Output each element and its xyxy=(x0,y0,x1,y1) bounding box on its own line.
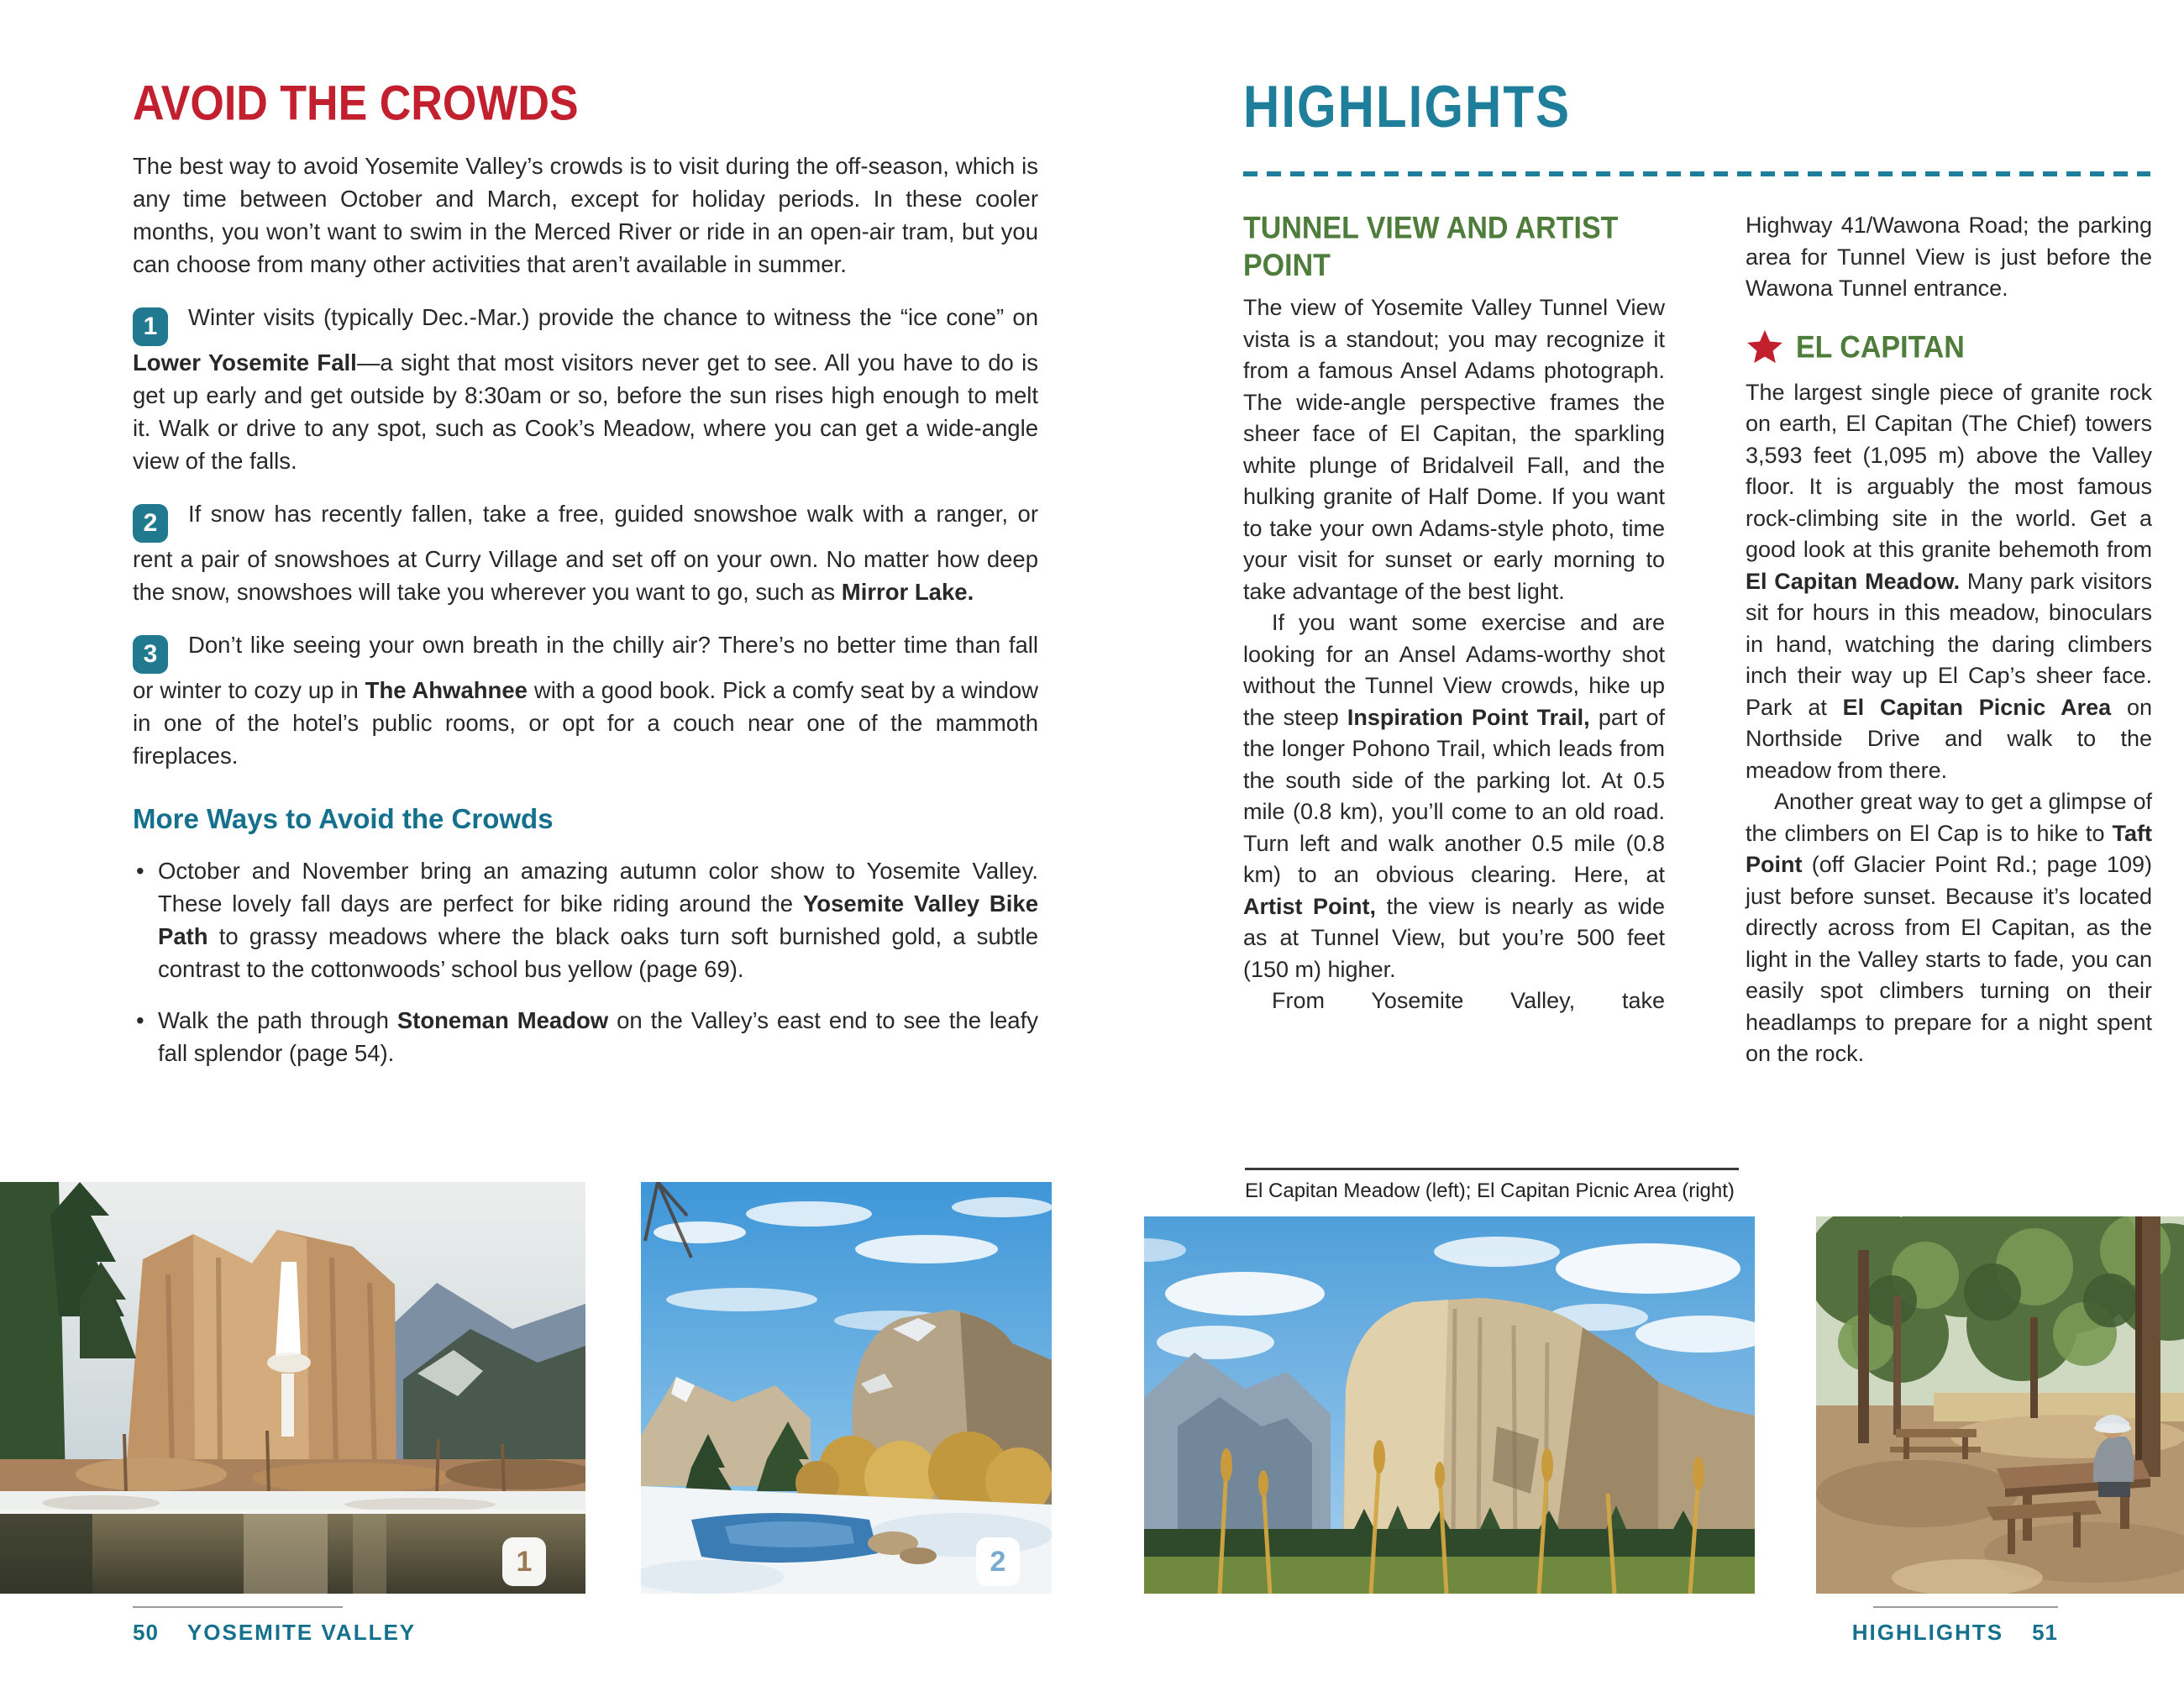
numbered-item xyxy=(133,628,1038,772)
tunnel-view-paragraph-3: From Yosemite Valley, take xyxy=(1272,988,1665,1013)
right-footer-label: HIGHLIGHTS xyxy=(1851,1620,2004,1645)
right-page-number: 51 xyxy=(2032,1620,2058,1645)
photo-el-capitan-meadow xyxy=(1144,1216,1755,1594)
star-icon xyxy=(1746,328,1784,365)
caption-rule xyxy=(1245,1168,1739,1170)
number-badge-2: 2 xyxy=(133,504,168,543)
bullet-item: • Walk the path through Stoneman Meadow on the Valley’s east end to see the leafy fall splendor (page 54). xyxy=(133,1004,1038,1069)
right-page-title: HIGHLIGHTS xyxy=(1243,73,1571,140)
numbered-item xyxy=(133,497,1038,608)
left-page-number: 50 xyxy=(133,1620,159,1645)
left-footer-label: YOSEMITE VALLEY xyxy=(186,1620,417,1645)
numbered-item xyxy=(133,301,1038,477)
number-badge-1: 1 xyxy=(133,307,168,346)
left-footer-rule xyxy=(133,1606,343,1608)
photo-el-capitan-picnic-area xyxy=(1816,1216,2184,1594)
right-page-column-1 xyxy=(1243,210,1665,1017)
photo-caption: El Capitan Meadow (left); El Capitan Picnic Area (right) xyxy=(1245,1179,1735,1202)
left-footer xyxy=(133,1620,416,1646)
left-page-body xyxy=(133,150,1038,1069)
numbered-item-text: Winter visits (typically Dec.-Mar.) provide the chance to witness the “ice cone” on Lower Yosemite Fall—a sight that most visitors never get to see. All you have to do is get up early and get outside by 8:30am or so, before the sun rises high enough to melt it. Walk or drive to any spot, such as Cook’s Meadow, where you can get a wide-angle view of the falls. xyxy=(133,304,1039,474)
photo-number-badge-2: 2 xyxy=(976,1537,1020,1586)
tunnel-view-paragraph-1: The view of Yosemite Valley Tunnel View vista is a standout; you may recognize it from a famous Ansel Adams photograph. The wide-angle perspective frames the sheer face of El Capitan, the sparkling white plunge of Bridalveil Fall, and the hulking granite of Half Dome. If you want to take your own Adams-style photo, time your visit for sunset or early morning to take advantage of the best light. xyxy=(1243,295,1665,604)
numbered-item-text: Don’t like seeing your own breath in the chilly air? There’s no better time than fall or winter to cozy up in The Ahwahnee with a good book. Pick a comfy seat by a window in one of the hotel’s public rooms, or opt for a couch near one of the mammoth fireplaces. xyxy=(133,632,1039,769)
right-footer-rule xyxy=(1873,1606,2058,1608)
bullet-item: • October and November bring an amazing autumn color show to Yosemite Valley. These lovely fall days are perfect for bike riding around the Yosemite Valley Bike Path to grassy meadows where the black oaks turn soft burnished gold, a subtle contrast to the cottonwoods’ school bus yellow (page 69). xyxy=(133,854,1038,985)
photo-yosemite-falls-winter xyxy=(0,1182,585,1594)
left-page-title: AVOID THE CROWDS xyxy=(133,76,579,132)
photo-mirror-lake-winter xyxy=(641,1182,1052,1594)
number-badge-3: 3 xyxy=(133,635,168,674)
el-capitan-paragraph-2: Another great way to get a glimpse of the climbers on El Cap is to hike to Taft Point (off Glacier Point Rd.; page 109) just before sunset. Because it’s located directly across from El Capitan, as the light in the Valley starts to fade, you can easily spot climbers turning on their headlamps to prepare for a night spent on the rock. xyxy=(1746,789,2152,1066)
left-page-subhead: More Ways to Avoid the Crowds xyxy=(133,803,554,834)
numbered-item-text: If snow has recently fallen, take a free, guided snowshoe walk with a ranger, or rent a pair of snowshoes at Curry Village and set off on your own. No matter how deep the snow, snowshoes will take you wherever you want to go, such as Mirror Lake. xyxy=(133,501,1038,605)
tunnel-view-continuation: Highway 41/Wawona Road; the parking area for Tunnel View is just before the Wawona Tunnel entrance. xyxy=(1746,213,2152,301)
intro-paragraph: The best way to avoid Yosemite Valley’s crowds is to visit during the off-season, which is any time between October and March, except for holiday periods. In these cooler months, you won’t want to swim in the Merced River or ride in an open-air tram, but you can choose from many other activities that aren’t available in summer. xyxy=(133,153,1038,277)
section-heading-el-capitan: EL CAPITAN xyxy=(1796,330,1965,365)
photo-number-badge-1: 1 xyxy=(502,1537,546,1586)
dashed-divider xyxy=(1243,171,2150,176)
tunnel-view-paragraph-2: If you want some exercise and are looking for an Ansel Adams-worthy shot without the Tunnel View crowds, hike up the steep Inspiration Point Trail, part of the longer Pohono Trail, which leads from the south side of the parking lot. At 0.5 mile (0.8 km), you’ll come to an old road. Turn left and walk another 0.5 mile (0.8 km) to an obvious clearing. Here, at Artist Point, the view is nearly as wide as at Tunnel View, but you’re 500 feet (150 m) higher. xyxy=(1243,610,1666,982)
el-capitan-paragraph-1: The largest single piece of granite rock on earth, El Capitan (The Chief) towers 3,593 feet (1,095 m) above the Valley floor. It is arguably the most famous rock-climbing site in the world. Get a good look at this granite behemoth from El Capitan Meadow. Many park visitors sit for hours in this meadow, binoculars in hand, watching the daring climbers inch their way up El Cap’s sheer face. Park at El Capitan Picnic Area on Northside Drive and walk to the meadow from there. xyxy=(1746,379,2152,783)
right-footer xyxy=(1852,1620,2058,1646)
section-heading-tunnel-view: TUNNEL VIEW AND ARTIST POINT xyxy=(1243,211,1619,283)
right-page-column-2 xyxy=(1746,210,2152,1070)
section-heading-el-capitan-row xyxy=(1746,328,2152,365)
